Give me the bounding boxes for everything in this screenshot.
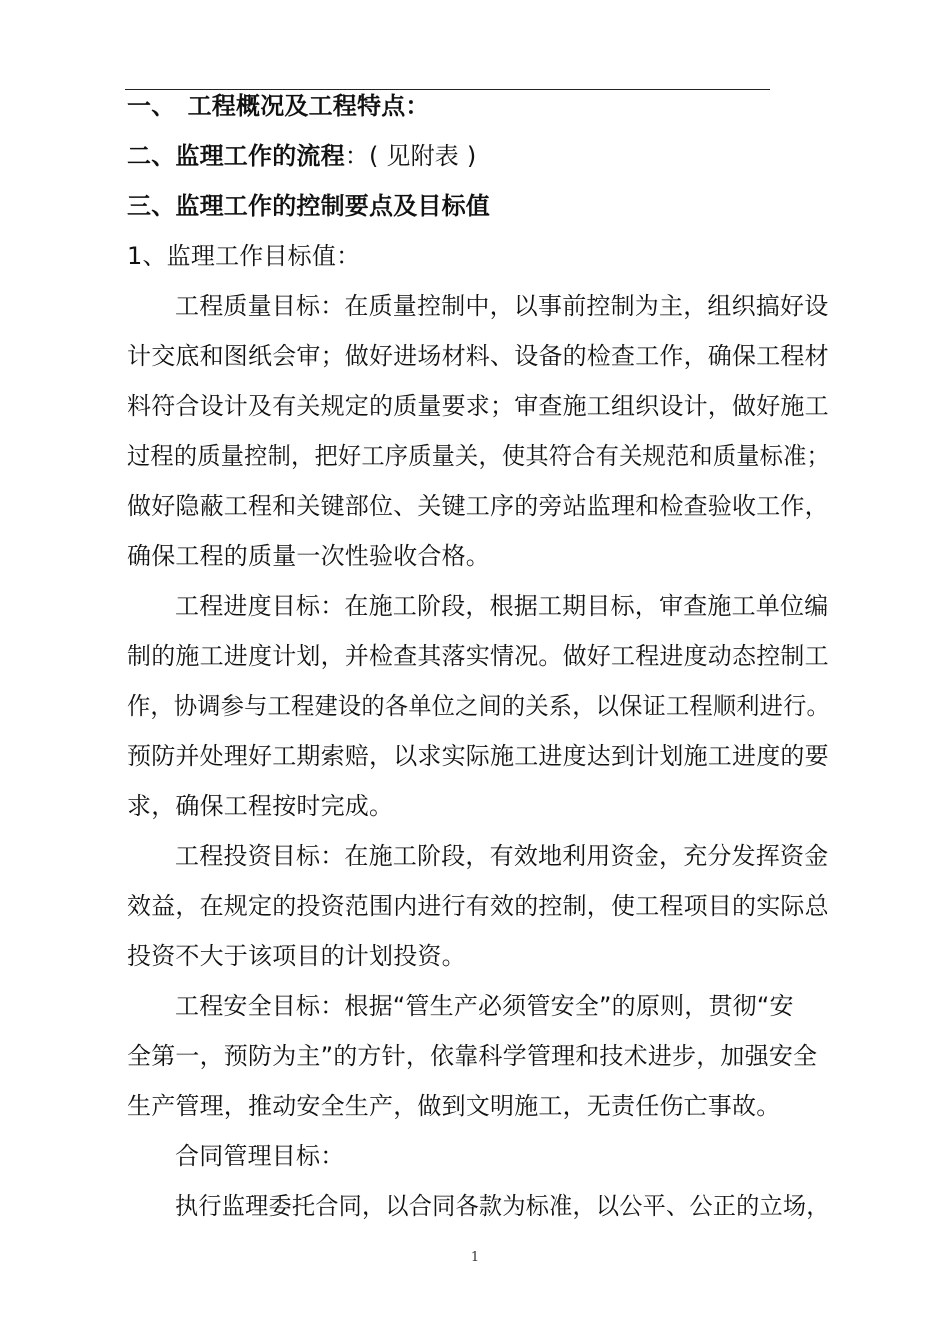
heading-3: 三、监理工作的控制要点及目标值 xyxy=(127,192,490,220)
quality-line: 过程的质量控制，把好工序质量关，使其符合有关规范和质量标准； xyxy=(127,442,830,470)
heading-2-note: ：( 见附表 ) xyxy=(344,142,477,170)
schedule-line: 工程进度目标：在施工阶段，根据工期目标，审查施工单位编 xyxy=(175,592,829,620)
header-rule xyxy=(125,89,770,90)
investment-line: 效益，在规定的投资范围内进行有效的控制，使工程项目的实际总 xyxy=(127,892,829,920)
page-number: 1 xyxy=(470,1250,480,1265)
quality-line: 做好隐蔽工程和关键部位、关键工序的旁站监理和检查验收工作， xyxy=(127,492,829,520)
heading-2-title: 二、监理工作的流程 xyxy=(127,142,345,170)
quality-line: 确保工程的质量一次性验收合格。 xyxy=(127,542,490,570)
schedule-line: 预防并处理好工期索赔，以求实际施工进度达到计划施工进度的要 xyxy=(127,742,829,770)
safety-line: 生产管理，推动安全生产，做到文明施工，无责任伤亡事故。 xyxy=(127,1092,781,1120)
quality-line: 工程质量目标：在质量控制中，以事前控制为主，组织搞好设 xyxy=(175,292,829,320)
heading-2 xyxy=(127,141,476,171)
safety-line: 全第一，预防为主”的方针，依靠科学管理和技术进步，加强安全 xyxy=(127,1042,818,1070)
safety-line: 工程安全目标：根据“管生产必须管安全”的原则，贯彻“安 xyxy=(175,992,794,1020)
contract-line: 执行监理委托合同，以合同各款为标准，以公平、公正的立场， xyxy=(175,1192,830,1220)
investment-line: 投资不大于该项目的计划投资。 xyxy=(127,942,466,970)
quality-line: 计交底和图纸会审；做好进场材料、设备的检查工作，确保工程材 xyxy=(127,342,829,370)
contract-heading: 合同管理目标： xyxy=(175,1142,345,1170)
schedule-line: 求，确保工程按时完成。 xyxy=(127,792,394,820)
subheading-1: 1、监理工作目标值： xyxy=(127,242,361,270)
schedule-line: 作，协调参与工程建设的各单位之间的关系，以保证工程顺利进行。 xyxy=(127,692,830,720)
schedule-line: 制的施工进度计划，并检查其落实情况。做好工程进度动态控制工 xyxy=(127,642,829,670)
heading-1: 一、 工程概况及工程特点： xyxy=(127,92,430,120)
quality-line: 料符合设计及有关规定的质量要求；审查施工组织设计，做好施工 xyxy=(127,392,829,420)
investment-line: 工程投资目标：在施工阶段，有效地利用资金，充分发挥资金 xyxy=(175,842,829,870)
